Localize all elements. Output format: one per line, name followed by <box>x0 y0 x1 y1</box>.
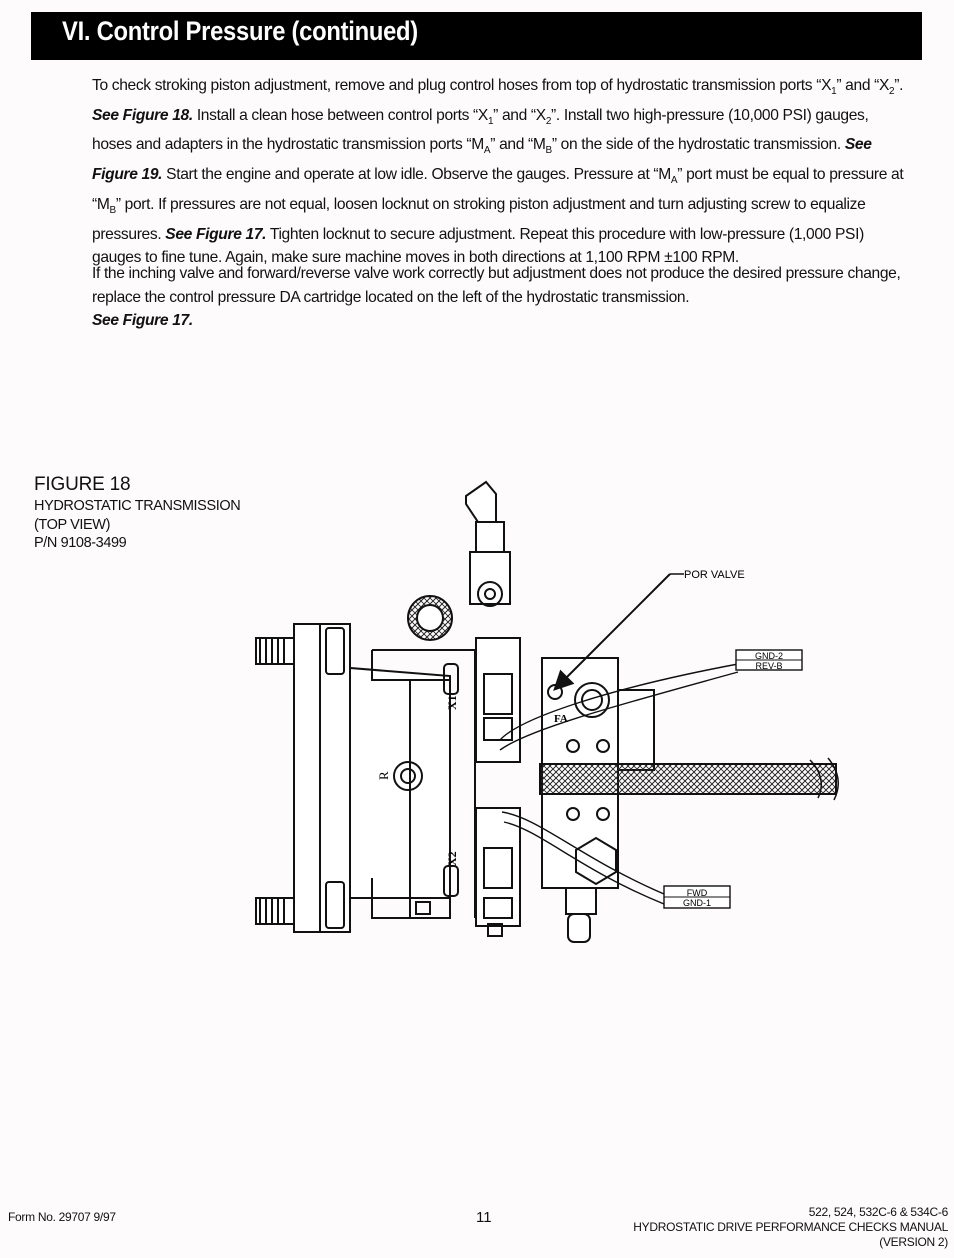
manual-title: HYDROSTATIC DRIVE PERFORMANCE CHECKS MANUAL <box>633 1220 948 1234</box>
hydrostatic-transmission-diagram <box>250 478 850 958</box>
figure-caption <box>34 473 240 553</box>
manual-version: (VERSION 2) <box>879 1235 948 1249</box>
figure-caption-line: (TOP VIEW) <box>34 516 111 533</box>
por-valve-label: POR VALVE <box>684 569 745 581</box>
fa-port-label: FA <box>554 713 568 725</box>
section-title: VI. Control Pressure (continued) <box>62 16 418 46</box>
form-number: Form No. 29707 9/97 <box>8 1210 116 1224</box>
gnd1-label: GND-1 <box>682 898 712 908</box>
figure-title: FIGURE 18 <box>34 474 131 495</box>
fwd-label: FWD <box>686 888 708 898</box>
gnd2-label: GND-2 <box>754 651 784 661</box>
x2-port-label: X2 <box>445 851 459 866</box>
revb-label: REV-B <box>755 661 783 671</box>
r-port-label: R <box>376 771 391 780</box>
page-number: 11 <box>476 1209 492 1226</box>
figure-caption-line: HYDROSTATIC TRANSMISSION <box>34 498 241 514</box>
instruction-paragraph-1: To check stroking piston adjustment, remove and plug control hoses from top of hydrostatic transmission ports “$X_1$” and “$X_2$”. See Figure 18. Install a clean hose between control ports “$X_1$” and “$X_2$”. Install two high-pressure (10,000 PSI) gauges, hoses and adapters in the hydrostatic transmission ports “$M_A$” and “$M_B$” on the side of the hydrostatic transmission. See Figure 19. Start the engine and operate at low idle. Observe the gauges. Pressure at “$M_A$” port must be equal to pressure at “$M_B$” port. If pressures are not equal, loosen locknut on stroking piston adjustment and turn adjusting screw to equalize pressures. See Figure 17. Tighten locknut to secure adjustment. Repeat this procedure with low-pressure (1,000 PSI) gauges to fine tune. Again, make sure machine moves in both directions at 1,100 RPM ±100 RPM. <box>92 77 904 267</box>
figure-reference: See Figure 17. <box>92 312 193 330</box>
x1-port-label: X1 <box>445 695 459 710</box>
instruction-paragraph-2: If the inching valve and forward/reverse valve work correctly but adjustment does not produce the desired pressure change, replace the control pressure DA cartridge located on the left of the hydrostatic transmission. See Figure 17. <box>92 265 901 330</box>
model-numbers: 522, 524, 532C-6 & 534C-6 <box>808 1205 948 1219</box>
manual-footer <box>633 1205 948 1250</box>
figure-part-number: P/N 9108-3499 <box>34 535 127 551</box>
figure-reference: See Figure 18. <box>92 106 193 124</box>
figure-reference: See Figure 19. <box>92 136 872 184</box>
figure-reference: See Figure 17. <box>165 225 267 243</box>
